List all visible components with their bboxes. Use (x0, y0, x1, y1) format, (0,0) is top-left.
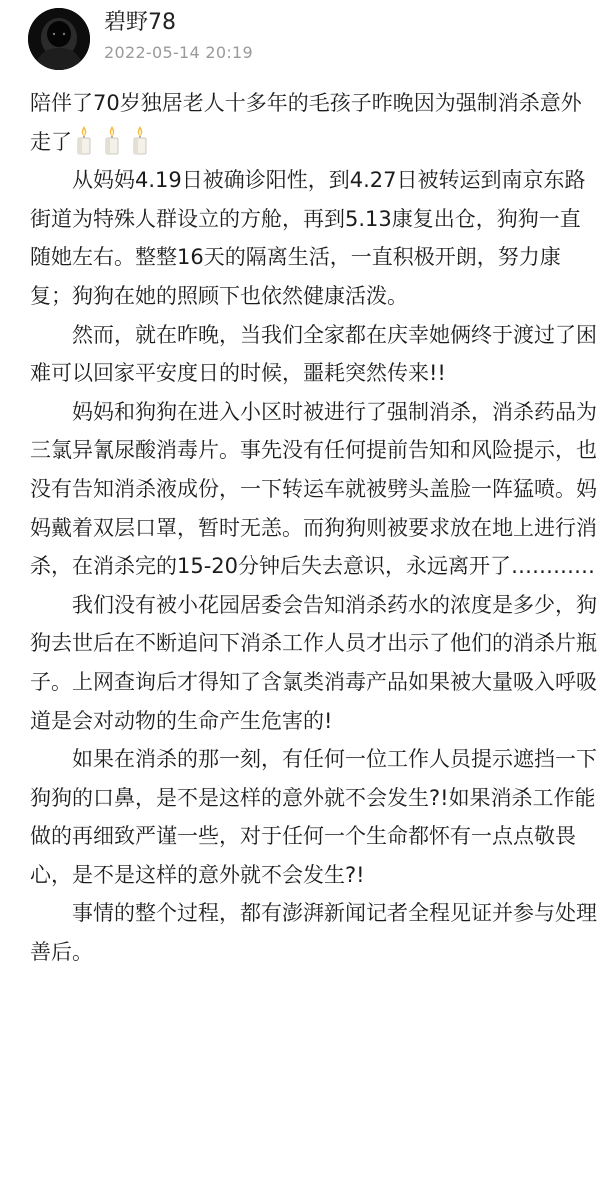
intro-text: 陪伴了70岁独居老人十多年的毛孩子昨晚因为强制消杀意外走了 (30, 91, 582, 154)
author-name[interactable]: 碧野78 (104, 10, 176, 35)
post-paragraph: 从妈妈4.19日被确诊阳性，到4.27日被转运到南京东路街道为特殊人群设立的方舱，再到5.13康复出仓，狗狗一直随她左右。整整16天的隔离生活，一直积极开朗，努力康复；狗狗在她的照顾下也依然健康活泼。 (30, 168, 586, 308)
post-intro (30, 84, 600, 161)
candle-icon (128, 125, 152, 155)
post-paragraph: 如果在消杀的那一刻，有任何一位工作人员提示遮挡一下狗狗的口鼻，是不是这样的意外就不会发生?!如果消杀工作能做的再细致严谨一些，对于任何一个生命都怀有一点点敬畏心，是不是这样的意外就不会发生?! (30, 747, 597, 887)
post-paragraph: 我们没有被小花园居委会告知消杀药水的浓度是多少，狗狗去世后在不断追问下消杀工作人员才出示了他们的消杀片瓶子。上网查询后才得知了含氯类消毒产品如果被大量吸入呼吸道是会对动物的生命产生危害的! (30, 592, 597, 733)
candle-icon (72, 125, 96, 155)
post-timestamp: 2022-05-14 20:19 (104, 43, 253, 62)
post-paragraph: 然而，就在昨晚，当我们全家都在庆幸她俩终于渡过了困难可以回家平安度日的时候，噩耗突然传来!! (30, 322, 597, 386)
post-body (30, 84, 600, 972)
candle-icon (100, 125, 124, 155)
post-paragraph: 事情的整个过程，都有澎湃新闻记者全程见证并参与处理善后。 (30, 901, 597, 965)
post-header (0, 0, 616, 80)
avatar-image-icon (28, 8, 90, 70)
post-paragraph: 妈妈和狗狗在进入小区时被进行了强制消杀，消杀药品为三氯异氰尿酸消毒片。事先没有任何提前告知和风险提示，也没有告知消杀液成份，一下转运车就被劈头盖脸一阵猛喷。妈妈戴着双层口罩，暂时无恙。而狗狗则被要求放在地上进行消杀，在消杀完的15-20分钟后失去意识，永远离开了………… (30, 399, 597, 579)
avatar[interactable] (28, 8, 90, 70)
